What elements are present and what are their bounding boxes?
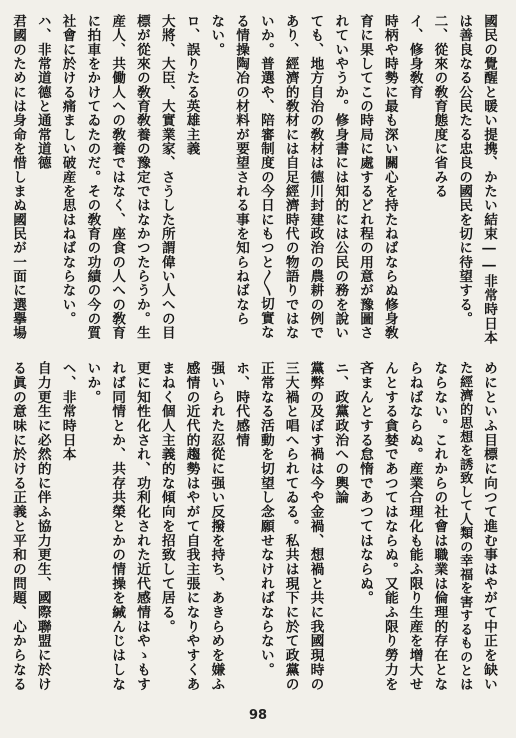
upper-text-line: ても、地方自治の敎材は德川封建政治の農耕の例で bbox=[307, 14, 324, 340]
lower-text-line: 黨弊の及ぼす禍は今や金禍、想禍と共に我國現時の bbox=[307, 361, 324, 692]
lower-text-line: まねく個人主義的な傾向を招致して居る。 bbox=[158, 361, 175, 634]
lower-text-line: ヘ、非常時日本 bbox=[59, 361, 76, 462]
page-number: 98 bbox=[248, 708, 268, 723]
upper-text-line: れていやうか。修身書には知的には公民の務を說い bbox=[332, 14, 349, 340]
lower-text-line: 强いられた忍從に强い反撥を持ち、あきらめを嫌ふ bbox=[208, 361, 225, 692]
upper-text-line: いか。普選や、陪審制度の今日にもつと〳〵切實な bbox=[257, 14, 274, 340]
lower-text-line: た經濟的思想を誘致して人類の幸福を害するものとは bbox=[457, 361, 473, 691]
lower-text-line: れば同情とか、共存共榮とかの情操を緘んじはしな bbox=[109, 361, 126, 692]
upper-text-line: ない。 bbox=[208, 14, 225, 57]
lower-text-line: 感情の近代的趨勢はやがて自我主張になりやすくあ bbox=[183, 361, 200, 692]
upper-text-line: 標が從來の敎育敎養の豫定ではなかつたらうか。生 bbox=[133, 14, 150, 340]
upper-text-line: 時柄や時勢に最も深い關心を持たねばならぬ修身敎 bbox=[381, 14, 398, 340]
lower-text-line: めにといふ目標に向つて進む事はやがて中正を缺い bbox=[481, 361, 497, 692]
lower-text-line: 三大禍と唱へられてゐる。私共は現下に於て政黨の bbox=[282, 361, 299, 692]
upper-text-line: ロ、誤りたる英雄主義 bbox=[183, 14, 200, 156]
lower-text-line: らねばならぬ。産業合理化も能ふ限り生産を增大せ bbox=[406, 361, 423, 692]
upper-text-line: 君國のためには身命を惜しまぬ國民が一面に選擧場 bbox=[10, 14, 26, 340]
lower-text-line: 吝まんとする怠惰であつてはならぬ。 bbox=[357, 361, 374, 605]
upper-text-line: 二、從來の敎育態度に省みる bbox=[431, 14, 448, 199]
upper-text-line: 社會に於ける痛ましい破産を思はねばならない。 bbox=[59, 14, 76, 326]
lower-text-line: ホ、時代感情 bbox=[233, 361, 250, 448]
upper-text-line: イ、修身敎育 bbox=[406, 14, 423, 100]
lower-text-line: 正常なる活動を切望し念願せなければならない。 bbox=[257, 361, 274, 677]
upper-text-line: 大將、大臣、大實業家、さうした所謂偉い人への目 bbox=[158, 14, 175, 340]
lower-text-line: ならない。これからの社會は職業は倫理的存在とな bbox=[431, 361, 448, 692]
lower-text-line: 自力更生に必然的に伴ふ協力更生、國際聯盟に於け bbox=[34, 361, 51, 692]
lower-text-line: んとする貪婪であつてはならぬ。又能ふ限り勞力を bbox=[381, 361, 398, 692]
upper-text-line: 産人、共働人への敎養ではなく、座食の人への敎育 bbox=[109, 14, 126, 340]
upper-text-line: 育に果してこの時局に處するどれ程の用意が豫圖さ bbox=[357, 14, 374, 340]
lower-text-line: いか。 bbox=[84, 361, 101, 405]
upper-text-line: に拍車をかけてゐたのだ。その敎育の功績の今の質 bbox=[84, 14, 101, 340]
upper-text-line: ハ、非常道德と通常道德 bbox=[34, 14, 51, 170]
upper-text-line: る情操陶冶の材料が要望される事を知らねばなら bbox=[233, 14, 250, 326]
lower-text-line: 更に知性化され、功利化された近代感情はやゝもす bbox=[133, 361, 150, 692]
lower-text-line: ニ、政黨政治への輿論 bbox=[332, 361, 349, 505]
upper-text-line: 國民の覺醒と暖い提携、かたい結束――非常時日本 bbox=[481, 14, 497, 345]
upper-text-line: あり、經濟的敎材には自足經濟時代の物語りではな bbox=[282, 14, 299, 340]
lower-text-line: る眞の意味に於ける正義と平和の問題、心からなる bbox=[10, 361, 26, 692]
upper-text-line: は善良なる公民たる忠良の國民を切に待望する。 bbox=[456, 14, 473, 326]
